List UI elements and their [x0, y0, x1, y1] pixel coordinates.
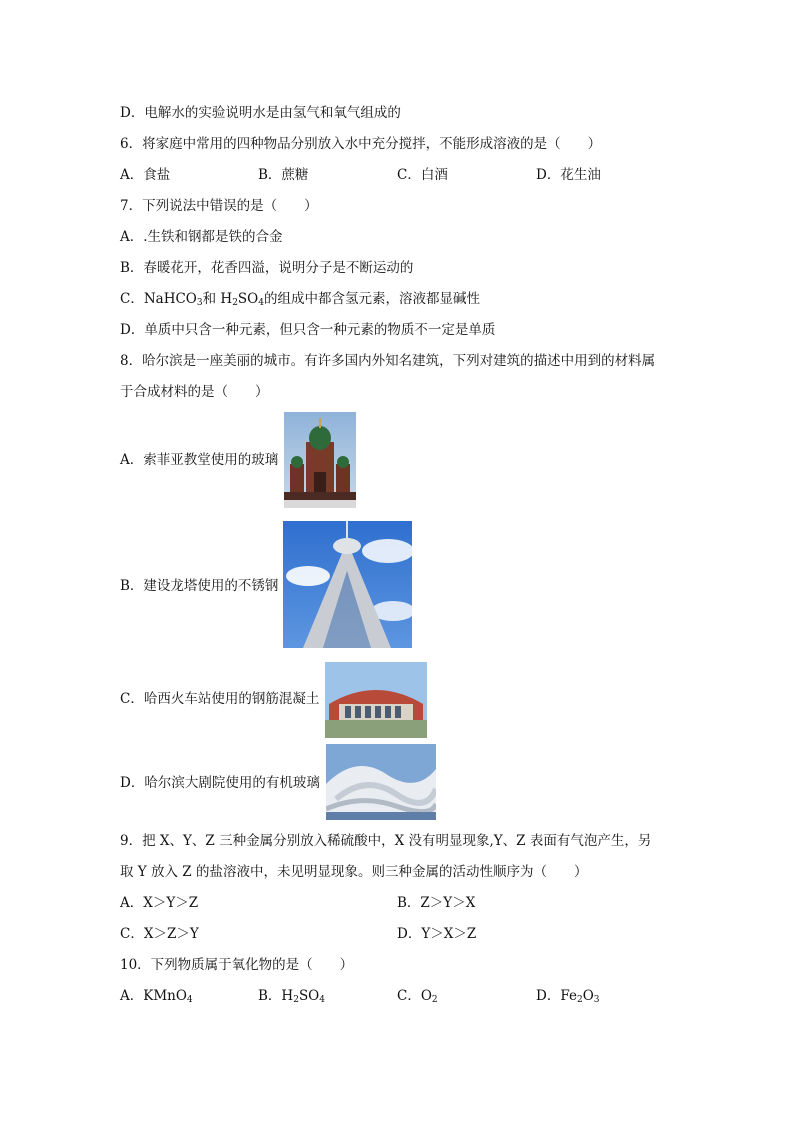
q7-stem: 7．下列说法中错误的是（ ）	[120, 198, 318, 214]
q8-option-a: A．索菲亚教堂使用的玻璃	[120, 452, 279, 468]
q9-stem-line2: 取 Y 放入 Z 的盐溶液中，未见明显现象。则三种金属的活动性顺序为（ ）	[120, 864, 588, 880]
q6-stem: 6．将家庭中常用的四种物品分别放入水中充分搅拌，不能形成溶液的是（ ）	[120, 136, 602, 152]
q7-option-b: B．春暖花开，花香四溢，说明分子是不断运动的	[120, 260, 414, 276]
q8-option-b: B．建设龙塔使用的不锈钢	[120, 578, 279, 594]
harbin-grand-theatre-photo	[326, 744, 436, 820]
q5-option-d: D．电解水的实验说明水是由氢气和氧气组成的	[120, 105, 401, 121]
q10-option-a: A．KMnO$_4$	[120, 988, 193, 1005]
q7-option-c: C．NaHCO$_3$和 $H_2SO_4$的组成中都含氢元素，溶液都显碱性	[120, 291, 480, 308]
q6-option-b: B．蔗糖	[258, 167, 309, 183]
q6-option-d: D．花生油	[536, 167, 601, 183]
q9-stem-line1: 9．把 X、Y、Z 三种金属分别放入稀硫酸中，X 没有明显现象,Y、Z 表面有气泡产生，另	[120, 833, 652, 849]
q9-option-c: C．X＞Z＞Y	[120, 926, 199, 942]
q9-option-d: D．Y＞X＞Z	[397, 926, 477, 942]
q8-stem-line1: 8．哈尔滨是一座美丽的城市。有许多国内外知名建筑，下列对建筑的描述中用到的材料属	[120, 353, 656, 369]
q10-option-c: C．$O_2$	[397, 988, 438, 1005]
q6-option-a: A．食盐	[120, 167, 171, 183]
q9-option-b: B．Z＞Y＞X	[397, 895, 476, 911]
q8-option-c: C．哈西火车站使用的钢筋混凝土	[120, 691, 320, 707]
q9-option-a: A．X＞Y＞Z	[120, 895, 199, 911]
q8-option-d: D．哈尔滨大剧院使用的有机玻璃	[120, 775, 320, 791]
q7-option-a: A．.生铁和钢都是铁的合金	[120, 229, 283, 245]
harbin-west-station-photo	[325, 662, 427, 738]
dragon-tower-photo	[283, 521, 412, 648]
sofia-cathedral-photo	[284, 412, 356, 508]
q7-option-d: D．单质中只含一种元素，但只含一种元素的物质不一定是单质	[120, 322, 496, 338]
q10-option-d: D．$Fe_2O_3$	[536, 988, 600, 1005]
q8-stem-line2: 于合成材料的是（ ）	[120, 384, 269, 400]
q10-option-b: B．$H_2SO_4$	[258, 988, 325, 1005]
q10-stem: 10．下列物质属于氧化物的是（ ）	[120, 957, 354, 973]
q6-option-c: C．白酒	[397, 167, 448, 183]
